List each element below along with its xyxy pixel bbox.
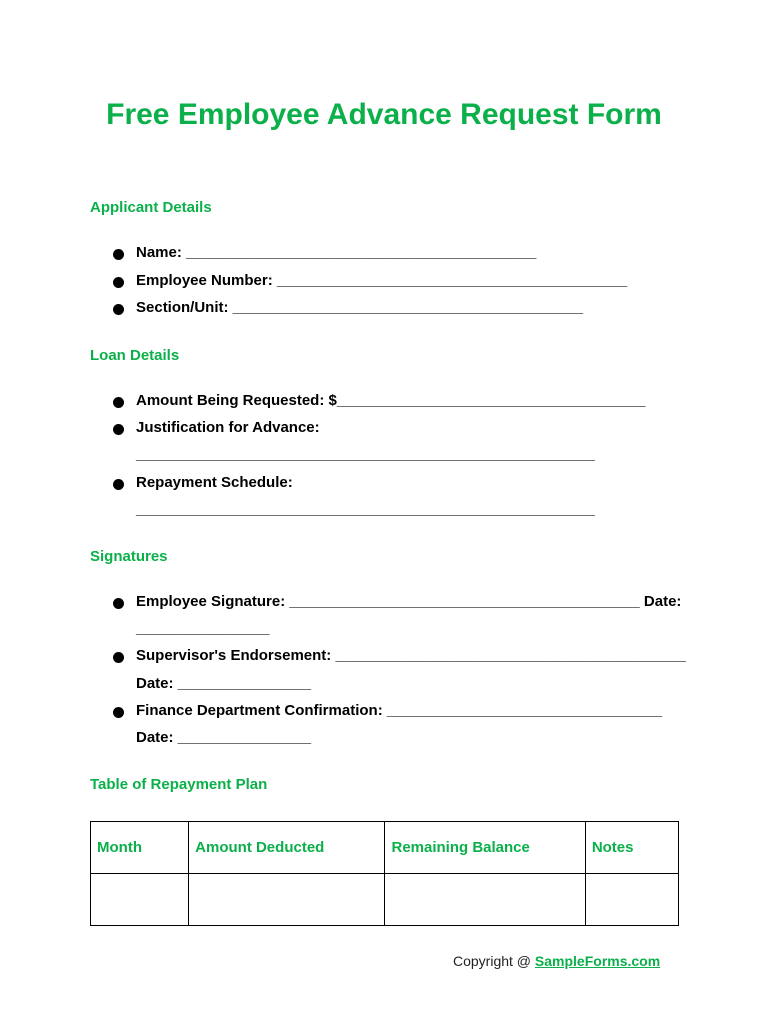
bullet-icon bbox=[113, 598, 124, 609]
bullet-icon bbox=[113, 707, 124, 718]
notes-cell[interactable] bbox=[585, 874, 678, 926]
applicant-details-heading: Applicant Details bbox=[90, 199, 212, 216]
employee-number-field[interactable]: Employee Number: __________________________________________ bbox=[136, 272, 628, 289]
bullet-icon bbox=[113, 397, 124, 408]
sampleforms-link[interactable]: SampleForms.com bbox=[534, 953, 661, 969]
repayment-schedule-label: Repayment Schedule: bbox=[136, 474, 293, 491]
finance-confirmation-field[interactable]: Finance Department Confirmation: _________________________________ bbox=[136, 702, 663, 719]
bullet-icon bbox=[113, 652, 124, 663]
page-title: Free Employee Advance Request Form bbox=[106, 98, 662, 131]
repayment-schedule-field[interactable]: _______________________________________________________ bbox=[136, 501, 595, 518]
bullet-icon bbox=[113, 249, 124, 260]
signatures-heading: Signatures bbox=[90, 548, 168, 565]
copyright-text: Copyright @ bbox=[453, 953, 535, 969]
amount-requested-field[interactable]: Amount Being Requested: $_____________________________________ bbox=[136, 392, 646, 409]
column-header-month: Month bbox=[91, 822, 189, 874]
table-row bbox=[91, 874, 679, 926]
bullet-icon bbox=[113, 424, 124, 435]
table-header-row bbox=[91, 822, 679, 874]
remaining-balance-cell[interactable] bbox=[385, 874, 585, 926]
section-unit-field[interactable]: Section/Unit: __________________________________________ bbox=[136, 299, 584, 316]
justification-label: Justification for Advance: bbox=[136, 419, 320, 436]
employee-signature-field[interactable]: Employee Signature: __________________________________________ Date: bbox=[136, 593, 682, 610]
amount-deducted-cell[interactable] bbox=[189, 874, 385, 926]
finance-date-field[interactable]: Date: ________________ bbox=[136, 729, 312, 746]
repayment-plan-table bbox=[90, 821, 679, 926]
loan-details-heading: Loan Details bbox=[90, 347, 180, 364]
supervisor-date-field[interactable]: Date: ________________ bbox=[136, 675, 312, 692]
bullet-icon bbox=[113, 277, 124, 288]
month-cell[interactable] bbox=[91, 874, 189, 926]
column-header-amount-deducted: Amount Deducted bbox=[189, 822, 385, 874]
bullet-icon bbox=[113, 479, 124, 490]
bullet-icon bbox=[113, 304, 124, 315]
employee-signature-date-field[interactable]: ________________ bbox=[136, 620, 270, 637]
column-header-notes: Notes bbox=[585, 822, 678, 874]
justification-field[interactable]: _______________________________________________________ bbox=[136, 446, 595, 463]
name-field[interactable]: Name: __________________________________________ bbox=[136, 244, 537, 261]
repayment-plan-heading: Table of Repayment Plan bbox=[90, 776, 268, 793]
copyright-footer bbox=[453, 953, 660, 969]
column-header-remaining-balance: Remaining Balance bbox=[385, 822, 585, 874]
supervisor-endorsement-field[interactable]: Supervisor's Endorsement: __________________________________________ bbox=[136, 647, 686, 664]
